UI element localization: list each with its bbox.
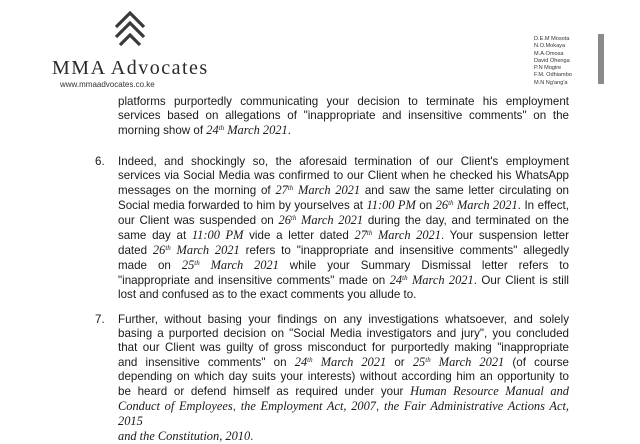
text-line: Further, without basing your findings on any investigations whatsoever, and solely bbox=[118, 313, 569, 326]
partner-list bbox=[534, 36, 572, 87]
partner-name: N.O.Mokaya bbox=[534, 43, 566, 50]
text-line: morning show of 24th March 2021. bbox=[118, 123, 291, 137]
text-line: messages on the morning of 27th March 2021 and saw the same letter circulating on bbox=[118, 183, 570, 197]
text-line: that our Client was guilty of gross misconduct for purportedly making "inappropriate bbox=[118, 341, 569, 354]
partner-name: David Ohenga bbox=[534, 57, 570, 64]
text-line: Conduct of Employees, the Employment Act, 2007, the Fair Administrative Actions Act, 2015 bbox=[118, 399, 569, 428]
partner-name: D.E.M Mosota bbox=[534, 36, 570, 42]
text-line: services via Social Media was confirmed to our Client when he checked his WhatsApp bbox=[118, 169, 569, 182]
firm-name: MMA Advocates bbox=[52, 57, 209, 79]
text-line: same day at 11:00 PM vide a letter dated 27th March 2021. Your suspension letter bbox=[118, 228, 569, 242]
text-line: and insensitive comments" on 24th March 2021 or 25th March 2021 (of course bbox=[118, 355, 569, 369]
firm-logo bbox=[52, 3, 209, 95]
paragraph-number: 7. bbox=[95, 313, 105, 326]
paragraph-number: 6. bbox=[95, 155, 105, 168]
text-line: Indeed, and shockingly so, the aforesaid termination of our Client's employment bbox=[118, 155, 569, 168]
logo-emblem-icon bbox=[110, 5, 150, 55]
text-line: be heard or defend himself as required under your Human Resource Manual and bbox=[118, 384, 569, 398]
text-line: lost and confused as to the exact comments you allude to. bbox=[118, 288, 417, 301]
text-line: platforms purportedly communicating your decision to terminate his employment bbox=[118, 95, 569, 108]
partner-name: M.N Ng'ang'a bbox=[534, 79, 568, 86]
text-line: our Client was suspended on 26th March 2021 during the day, and terminated on the bbox=[118, 213, 570, 227]
paragraph-6 bbox=[95, 155, 570, 302]
text-line: basing a purported decision on "Social Media investigators and jury", you concluded bbox=[118, 327, 569, 340]
margin-bar bbox=[598, 34, 604, 84]
text-line: and the Constitution, 2010. bbox=[118, 429, 254, 443]
paragraph-7 bbox=[95, 313, 569, 444]
paragraph-5-continued bbox=[118, 95, 569, 138]
text-line: made on 25th March 2021 while your Summary Dismissal letter refers to bbox=[118, 258, 569, 272]
text-line: dated 26th March 2021 refers to "inappropriate and insensitive comments" allegedly bbox=[118, 243, 569, 257]
text-line: services based on allegations of "inappropriate and insensitive comments" on the bbox=[118, 109, 569, 122]
text-line: depending on which day suits your interests) without according him an opportunity to bbox=[118, 370, 569, 383]
partner-name: P.N Mogire bbox=[534, 65, 562, 72]
firm-website: www.mmaadvocates.co.ke bbox=[60, 80, 155, 89]
text-line: Social media forwarded to him by yourselves at 11:00 PM on 26th March 2021. In effect, bbox=[118, 198, 569, 212]
text-line: "inappropriate and insensitive comments" made on 24th March 2021. Our Client is still bbox=[118, 273, 569, 287]
partner-name: M.A.Omosa bbox=[534, 50, 564, 57]
partner-name: F.M. Odhiambo bbox=[534, 72, 572, 79]
